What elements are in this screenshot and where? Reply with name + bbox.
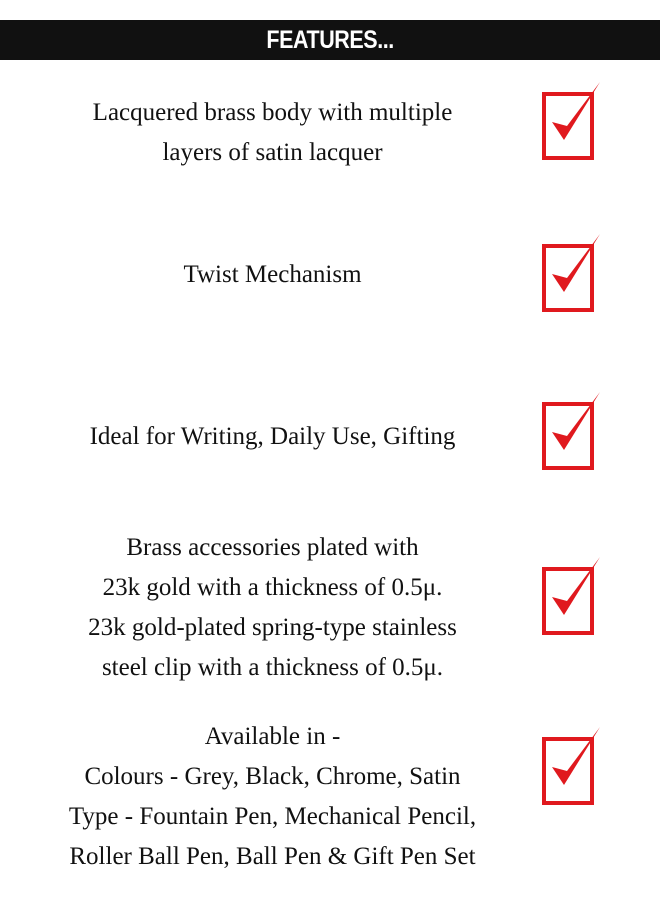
feature-line: Brass accessories plated with bbox=[126, 534, 419, 561]
feature-text bbox=[40, 417, 505, 457]
checkbox-checked-icon bbox=[540, 553, 608, 637]
checkbox-checked-icon bbox=[540, 723, 608, 807]
feature-line: Colours - Grey, Black, Chrome, Satin bbox=[84, 763, 461, 790]
feature-text bbox=[40, 528, 505, 688]
feature-line: Available in - bbox=[204, 723, 341, 750]
feature-line: Roller Ball Pen, Ball Pen & Gift Pen Set bbox=[69, 843, 476, 870]
feature-line: layers of satin lacquer bbox=[162, 139, 383, 166]
feature-line: 23k gold with a thickness of 0.5μ. bbox=[102, 574, 443, 601]
checkbox-checked-icon bbox=[540, 78, 608, 162]
feature-line: Lacquered brass body with multiple bbox=[92, 99, 453, 126]
feature-line: steel clip with a thickness of 0.5μ. bbox=[101, 654, 444, 681]
feature-line: 23k gold-plated spring-type stainless bbox=[88, 614, 457, 641]
features-title: FEATURES... bbox=[266, 25, 394, 54]
checkbox-checked-icon bbox=[540, 388, 608, 472]
feature-text bbox=[40, 93, 505, 173]
checkbox-checked-icon bbox=[540, 230, 608, 314]
feature-text bbox=[40, 717, 505, 877]
feature-line: Twist Mechanism bbox=[183, 261, 362, 288]
features-header-bar bbox=[0, 20, 660, 60]
feature-line: Type - Fountain Pen, Mechanical Pencil, bbox=[68, 803, 477, 830]
feature-line: Ideal for Writing, Daily Use, Gifting bbox=[89, 423, 456, 450]
feature-text bbox=[40, 255, 505, 295]
